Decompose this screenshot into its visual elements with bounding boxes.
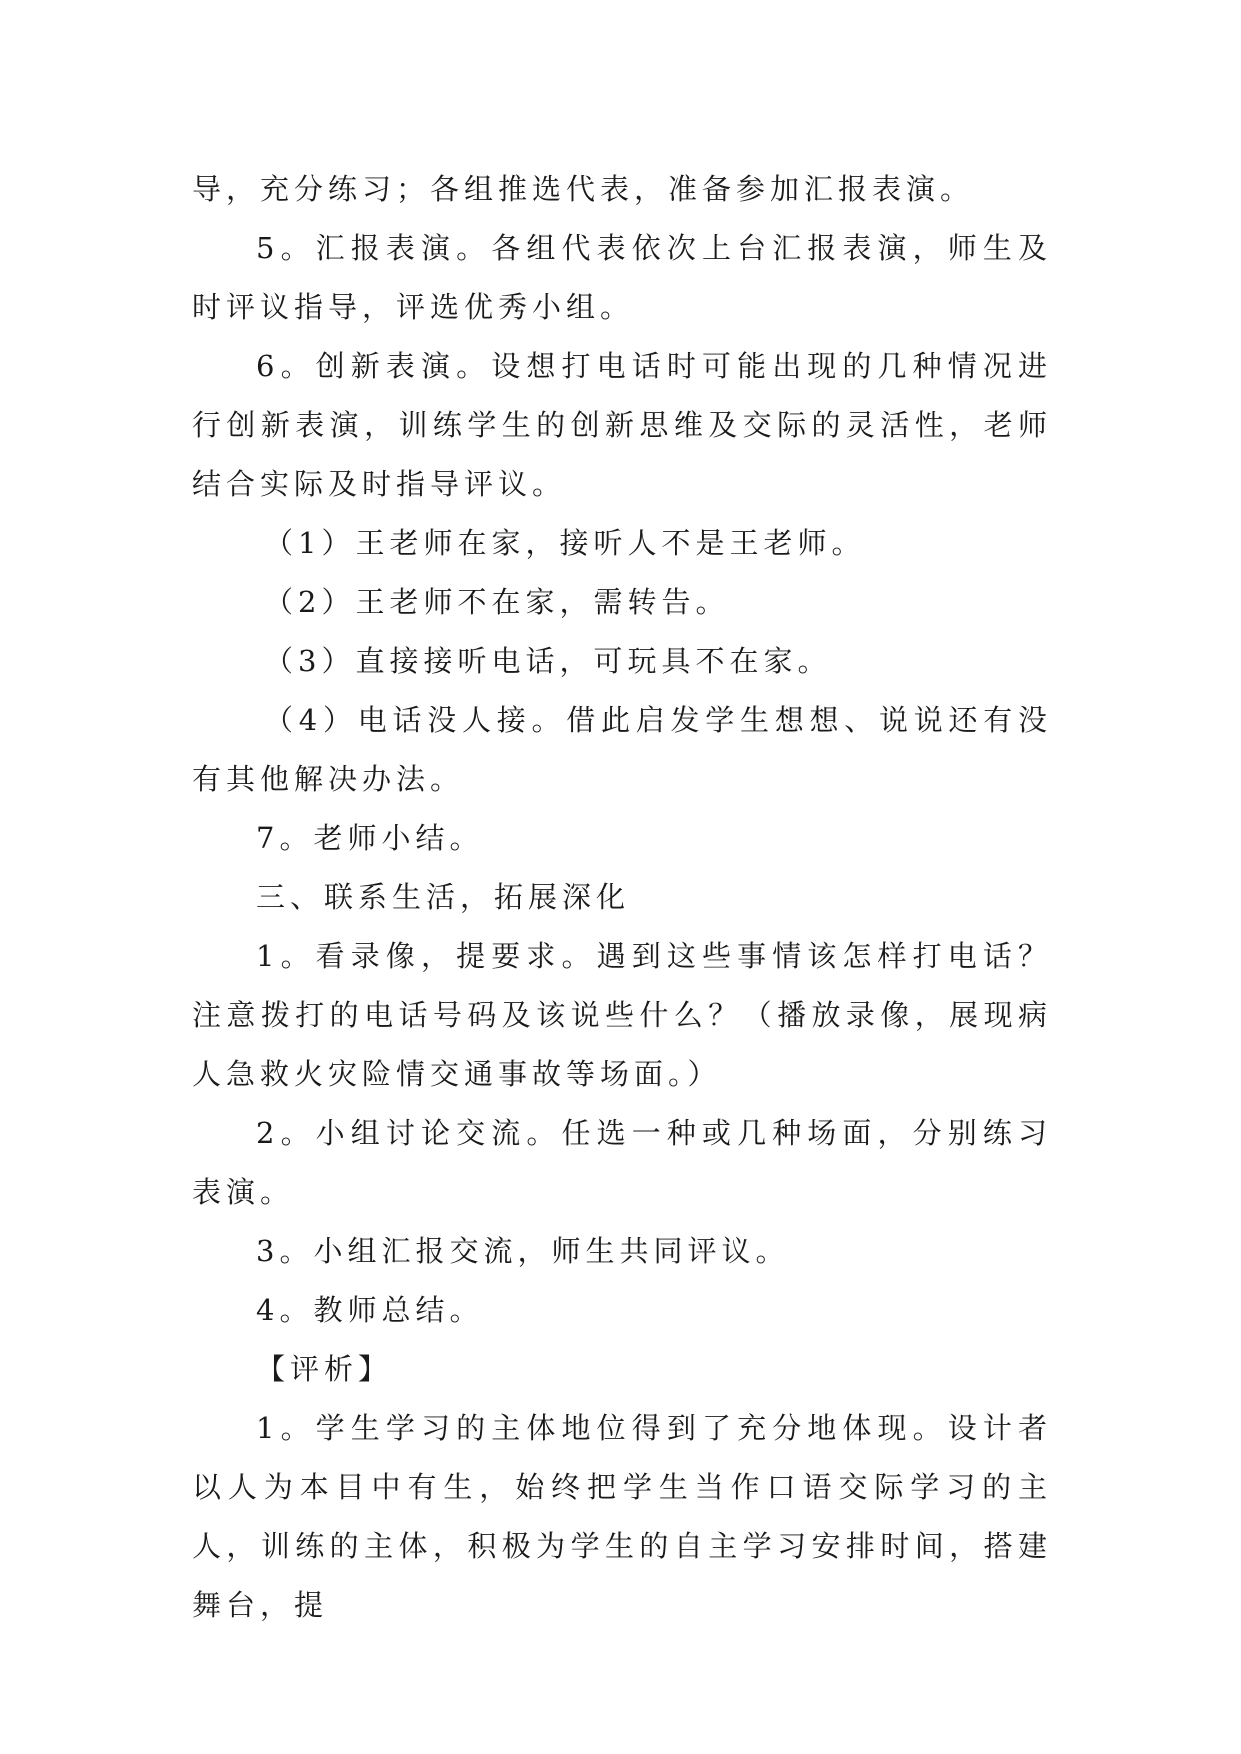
paragraph-step-6: 6。创新表演。设想打电话时可能出现的几种情况进行创新表演，训练学生的创新思维及交际的灵活性，老师结合实际及时指导评议。 xyxy=(192,349,1052,501)
paragraph-continuation: 导，充分练习；各组推选代表，准备参加汇报表演。 xyxy=(192,172,975,206)
document-body xyxy=(192,160,1052,1635)
paragraph-step-5: 5。汇报表演。各组代表依次上台汇报表演，师生及时评议指导，评选优秀小组。 xyxy=(192,231,1052,324)
paragraph-step-7: 7。老师小结。 xyxy=(256,821,484,855)
paragraph-section3-step-1: 1。看录像，提要求。遇到这些事情该怎样打电话？注意拨打的电话号码及该说些什么？（播放录像，展现病人急救火灾险情交通事故等场面。） xyxy=(192,939,1052,1091)
section-heading-3: 三、联系生活，拓展深化 xyxy=(256,880,631,914)
paragraph-section3-step-2: 2。小组讨论交流。任选一种或几种场面，分别练习表演。 xyxy=(192,1116,1052,1209)
paragraph-section3-step-4: 4。教师总结。 xyxy=(256,1293,484,1327)
list-item-case-4: （4）电话没人接。借此启发学生想想、说说还有没有其他解决办法。 xyxy=(192,703,1052,796)
list-item-case-3: （3）直接接听电话，可玩具不在家。 xyxy=(264,644,832,678)
commentary-heading: 【评析】 xyxy=(256,1352,393,1386)
paragraph-section3-step-3: 3。小组汇报交流，师生共同评议。 xyxy=(256,1234,790,1268)
list-item-case-1: （1）王老师在家，接听人不是王老师。 xyxy=(264,526,866,560)
list-item-case-2: （2）王老师不在家，需转告。 xyxy=(264,585,730,619)
paragraph-commentary-1: 1。学生学习的主体地位得到了充分地体现。设计者以人为本目中有生，始终把学生当作口语交际学习的主人，训练的主体，积极为学生的自主学习安排时间，搭建舞台，提 xyxy=(192,1411,1052,1622)
